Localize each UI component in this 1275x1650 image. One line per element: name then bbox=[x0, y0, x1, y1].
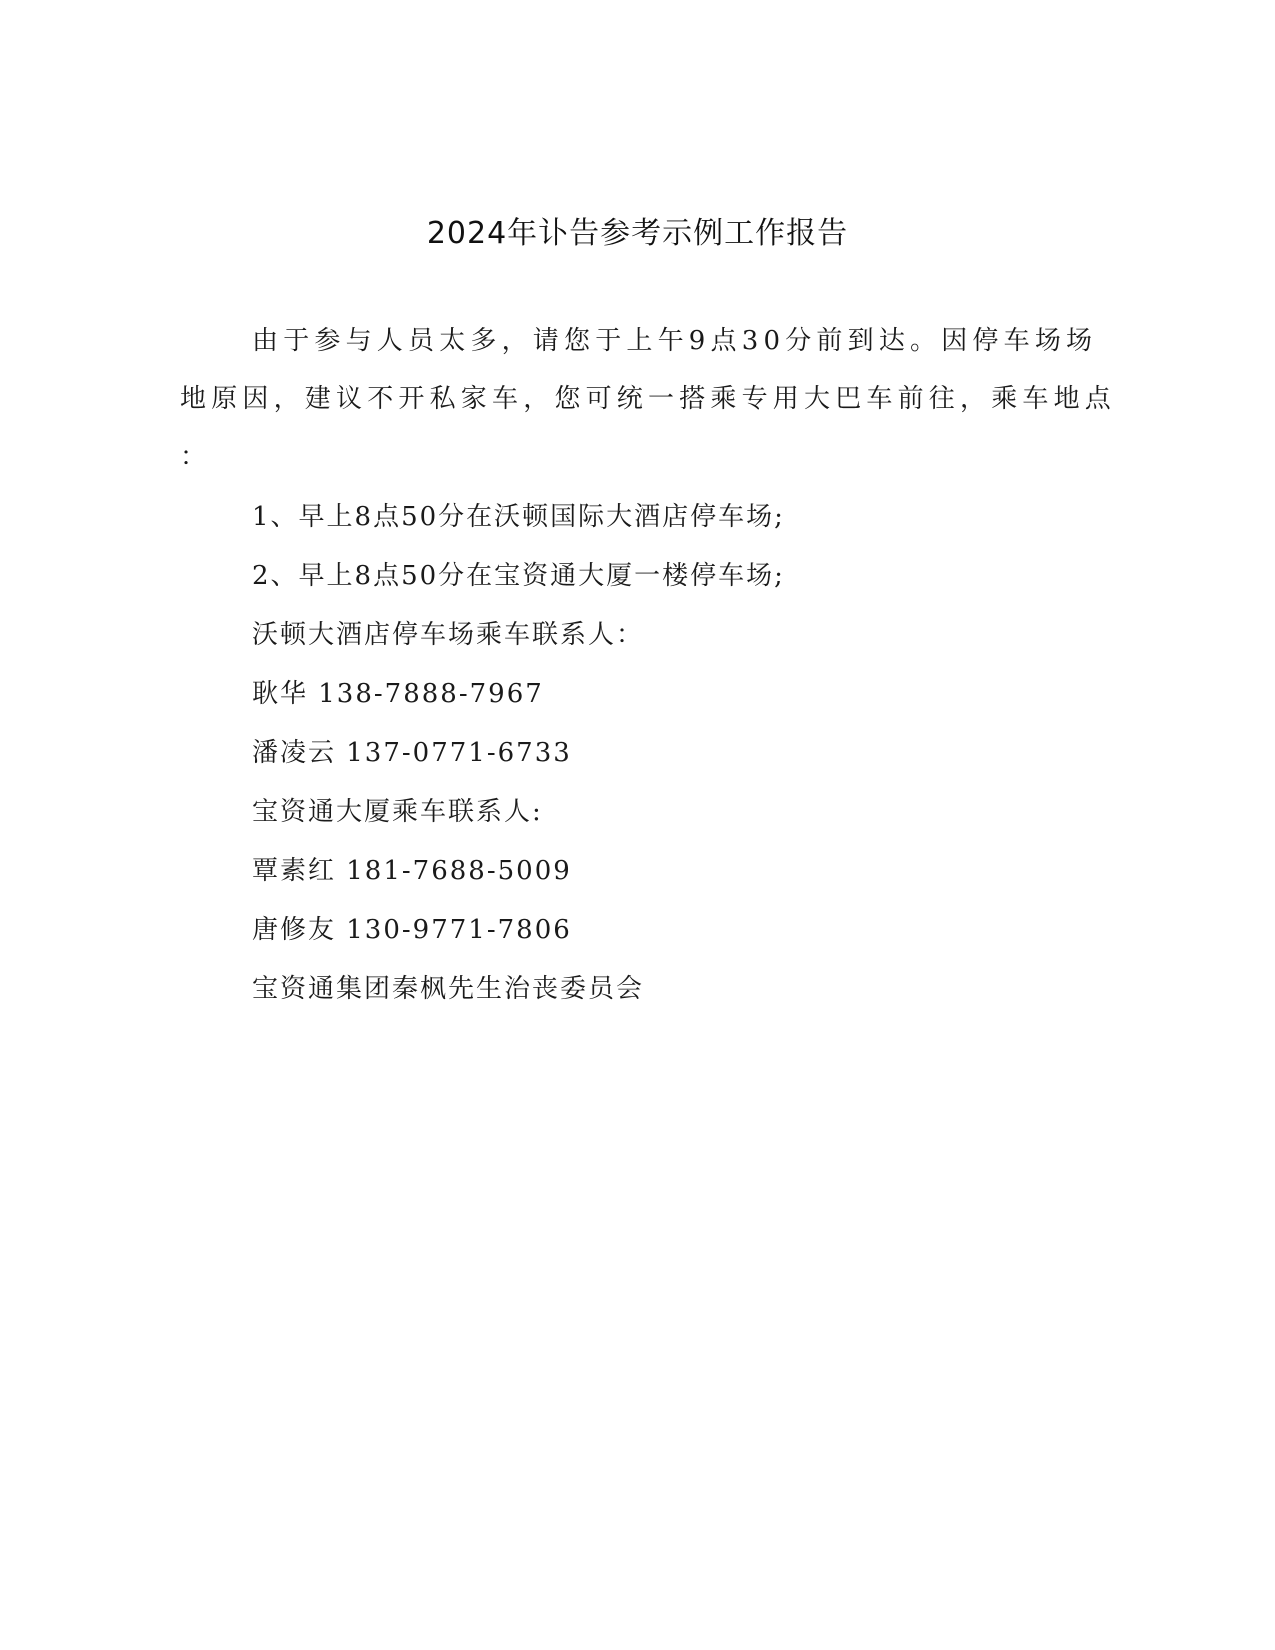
pickup-location-1: 1、早上8点50分在沃顿国际大酒店停车场; bbox=[252, 502, 785, 532]
contact-entry: 耿华 138-7888-7967 bbox=[252, 679, 544, 709]
contact-entry: 唐修友 130-9771-7806 bbox=[252, 915, 572, 945]
paragraph-line-2: 地原因，建议不开私家车，您可统一搭乘专用大巴车前往，乘车地点 bbox=[180, 384, 1117, 414]
contact-heading-2: 宝资通大厦乘车联系人: bbox=[252, 797, 543, 827]
paragraph-line-3: ： bbox=[180, 442, 207, 472]
contact-entry: 覃素红 181-7688-5009 bbox=[252, 856, 572, 886]
pickup-location-2: 2、早上8点50分在宝资通大厦一楼停车场; bbox=[252, 561, 785, 591]
document-title: 2024年讣告参考示例工作报告 bbox=[426, 216, 849, 251]
paragraph-line-1: 由于参与人员太多，请您于上午9点30分前到达。因停车场场 bbox=[252, 326, 1098, 356]
signature-committee: 宝资通集团秦枫先生治丧委员会 bbox=[252, 974, 645, 1004]
contact-heading-1: 沃顿大酒店停车场乘车联系人： bbox=[252, 620, 645, 650]
contact-entry: 潘凌云 137-0771-6733 bbox=[252, 738, 572, 768]
